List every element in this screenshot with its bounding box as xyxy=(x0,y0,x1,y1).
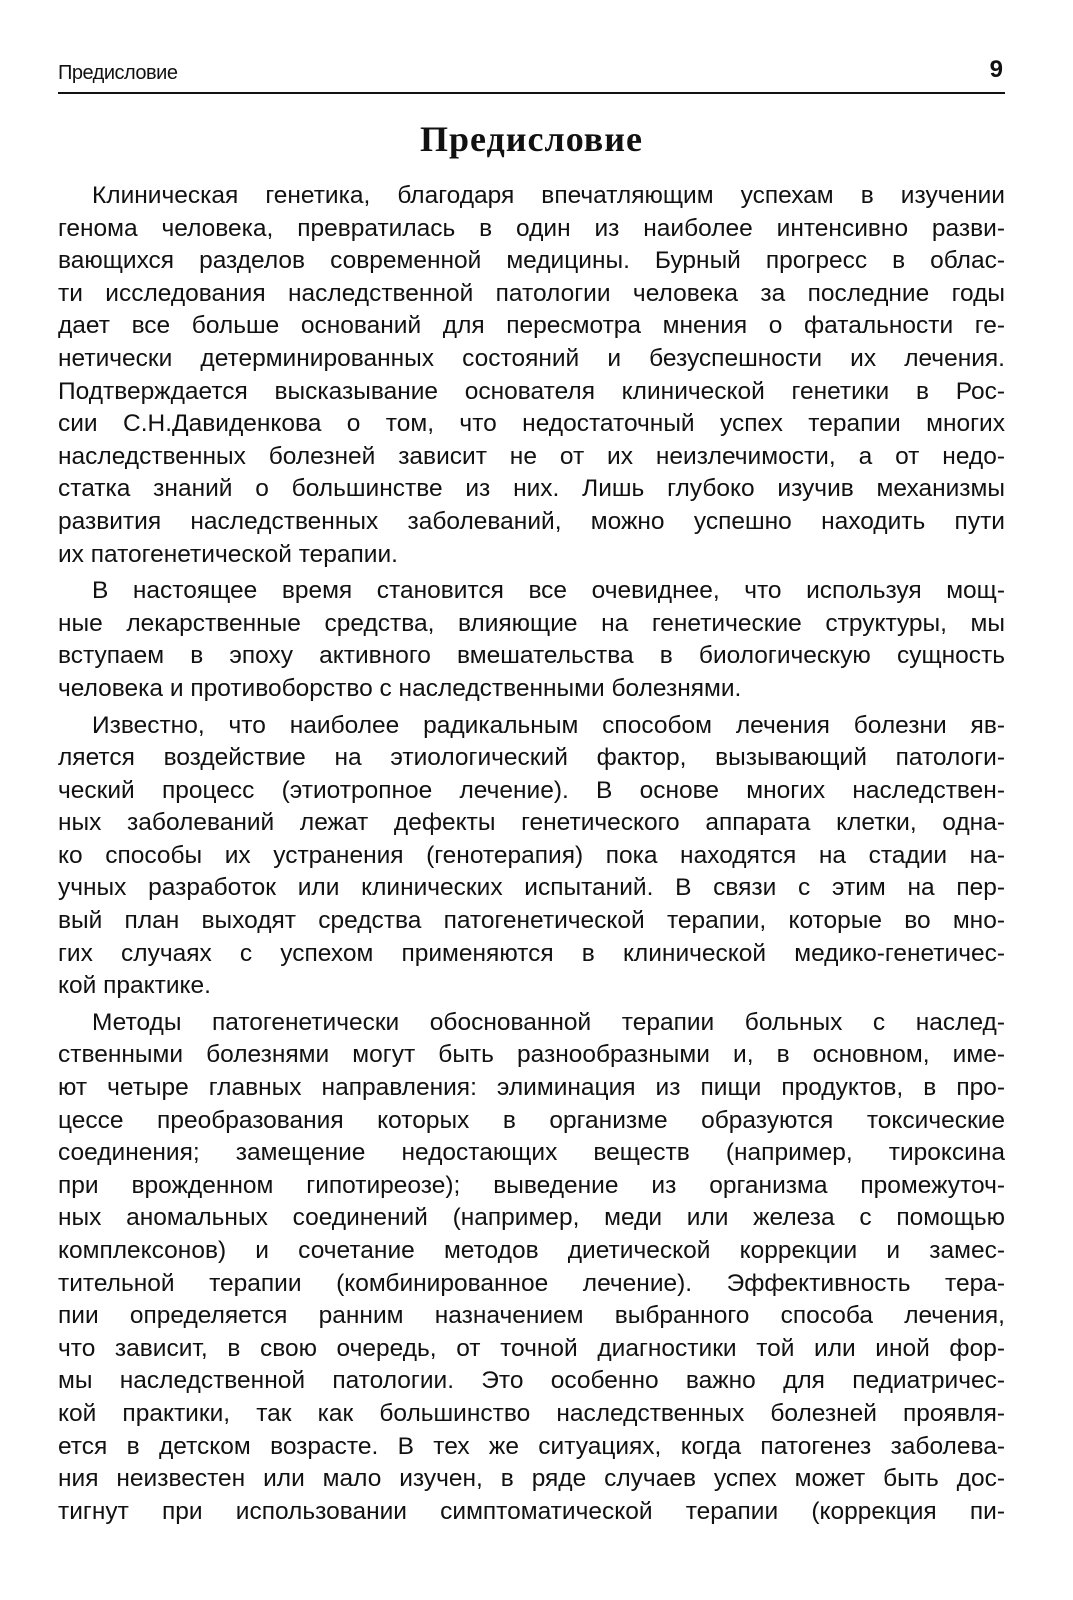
text-line: что зависит, в свою очередь, от точной диагностики той или иной фор- xyxy=(58,1334,1005,1362)
page-number: 9 xyxy=(989,56,1003,83)
text-line: ляется воздействие на этиологический фактор, вызывающий патологи- xyxy=(58,744,1005,772)
text-line: Известно, что наиболее радикальным способом лечения болезни яв- xyxy=(92,711,1005,739)
text-line: нетически детерминированных состояний и безуспешности их лечения. xyxy=(58,344,1005,372)
text-line: ко способы их устранения (генотерапия) пока находятся на стадии на- xyxy=(58,841,1005,869)
text-line: Клиническая генетика, благодаря впечатляющим успехам в изучении xyxy=(92,182,1005,209)
text-line: ти исследования наследственной патологии человека за последние годы xyxy=(58,279,1005,307)
text-line: ния неизвестен или мало изучен, в ряде случаев успех может быть дос- xyxy=(58,1465,1005,1493)
paragraph xyxy=(58,180,1005,571)
paragraph xyxy=(58,710,1005,1003)
text-line: комплексонов) и сочетание методов диетической коррекции и замес- xyxy=(58,1237,1005,1264)
running-header xyxy=(58,56,1005,94)
text-line: дает все больше оснований для пересмотра мнения о фатальности ге- xyxy=(58,312,1005,340)
text-line: цессе преобразования которых в организме образуются токсические xyxy=(58,1106,1005,1134)
text-line: их патогенетической терапии. xyxy=(58,540,398,568)
text-line: вый план выходят средства патогенетической терапии, которые во мно- xyxy=(58,907,1005,935)
text-line: ственными болезнями могут быть разнообразными и, в основном, име- xyxy=(58,1041,1005,1069)
text-line: статка знаний о большинстве из них. Лишь глубоко изучив механизмы xyxy=(58,475,1005,503)
text-line: ется в детском возрасте. В тех же ситуациях, когда патогенез заболева- xyxy=(58,1432,1005,1460)
text-line: генома человека, превратилась в один из наиболее интенсивно разви- xyxy=(58,214,1005,242)
text-line: В настоящее время становится все очевиднее, что используя мощ- xyxy=(92,577,1005,605)
text-line: сии С.Н.Давиденкова о том, что недостаточный успех терапии многих xyxy=(58,410,1005,438)
text-line: учных разработок или клинических испытаний. В связи с этим на пер- xyxy=(58,874,1005,902)
running-title: Предисловие xyxy=(58,62,178,84)
text-line: тигнут при использовании симптоматической терапии (коррекция пи- xyxy=(58,1497,1005,1525)
text-line: гих случаях с успехом применяются в клинической медико-генетичес- xyxy=(58,939,1005,967)
text-line: мы наследственной патологии. Это особенно важно для педиатричес- xyxy=(58,1367,1005,1395)
text-line: при врожденном гипотиреозе); выведение из организма промежуточ- xyxy=(58,1171,1005,1199)
text-line: тительной терапии (комбинированное лечение). Эффективность тера- xyxy=(58,1269,1005,1297)
paragraph xyxy=(58,1007,1005,1529)
text-line: вающихся разделов современной медицины. Бурный прогресс в облас- xyxy=(58,247,1005,275)
text-line: соединения; замещение недостающих веществ (например, тироксина xyxy=(58,1139,1005,1167)
text-line: кой практике. xyxy=(58,972,211,1000)
text-line: пии определяется ранним назначением выбранного способа лечения, xyxy=(58,1302,1005,1330)
text-line: наследственных болезней зависит не от их неизлечимости, а от недо- xyxy=(58,442,1005,470)
text-line: вступаем в эпоху активного вмешательства в биологическую сущность xyxy=(58,642,1005,670)
text-line: ческий процесс (этиотропное лечение). В основе многих наследствен- xyxy=(58,776,1005,804)
text-line: Подтверждается высказывание основателя клинической генетики в Рос- xyxy=(58,377,1005,405)
text-line: человека и противоборство с наследственными болезнями. xyxy=(58,674,742,702)
body-text xyxy=(58,180,1005,1532)
text-line: ных заболеваний лежат дефекты генетического аппарата клетки, одна- xyxy=(58,809,1005,837)
chapter-title: Предисловие xyxy=(420,119,643,159)
text-line: ют четыре главных направления: элиминация из пищи продуктов, в про- xyxy=(58,1074,1005,1102)
text-line: ные лекарственные средства, влияющие на генетические структуры, мы xyxy=(58,609,1005,637)
text-line: кой практики, так как большинство наследственных болезней проявля- xyxy=(58,1399,1005,1427)
text-line: развития наследственных заболеваний, можно успешно находить пути xyxy=(58,507,1005,535)
text-line: Методы патогенетически обоснованной терапии больных с наслед- xyxy=(92,1008,1005,1036)
text-line: ных аномальных соединений (например, меди или железа с помощью xyxy=(58,1204,1005,1232)
paragraph xyxy=(58,575,1005,705)
